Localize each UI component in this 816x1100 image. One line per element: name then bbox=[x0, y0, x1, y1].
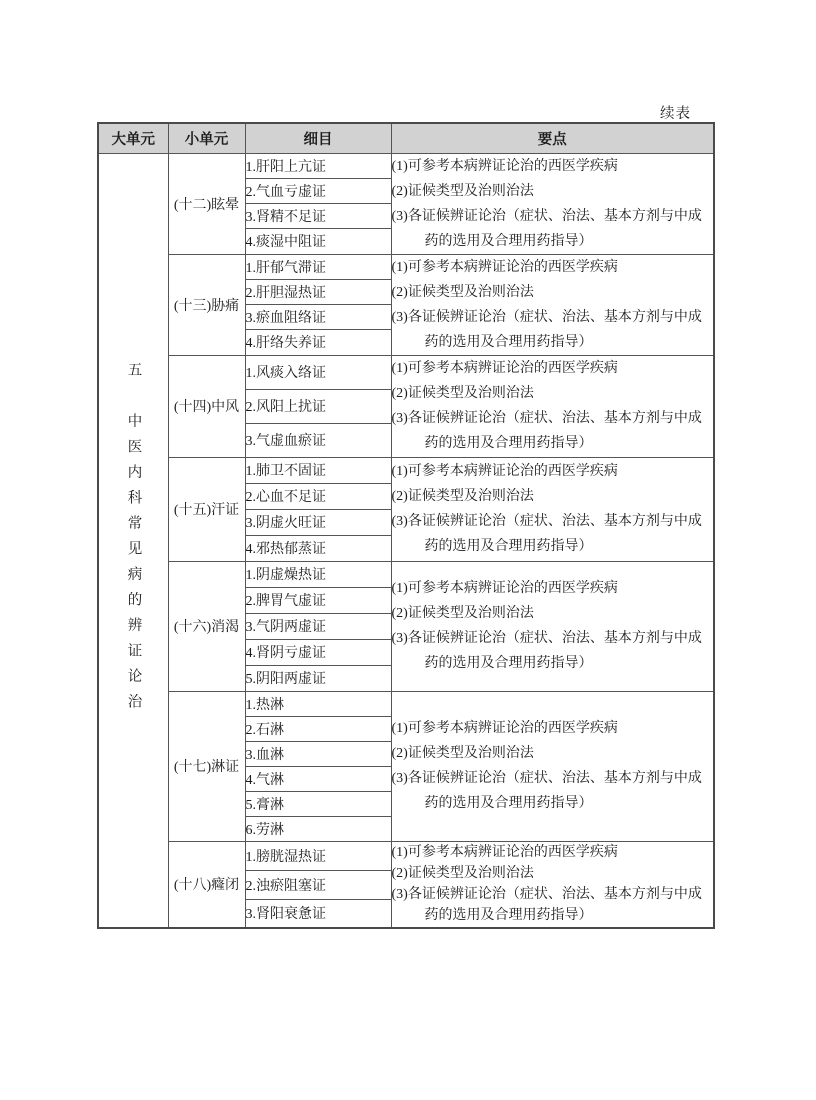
point-line: (3)各证候辨证论治（症状、治法、基本方剂与中成药的选用及合理用药指导） bbox=[391, 309, 702, 350]
continued-table-label: 续表 bbox=[660, 106, 691, 122]
detail-cell: 2.风阳上扰证 bbox=[245, 389, 391, 423]
header-cell-points: 要点 bbox=[391, 123, 714, 153]
detail-cell: 1.膀胱湿热证 bbox=[245, 841, 391, 870]
detail-cell: 1.风痰入络证 bbox=[245, 355, 391, 389]
point-line: (2)证候类型及治则治法 bbox=[391, 866, 534, 882]
point-line: (2)证候类型及治则治法 bbox=[391, 183, 534, 199]
points-cell bbox=[391, 153, 714, 254]
table-row bbox=[98, 841, 714, 870]
detail-cell: 2.浊瘀阻塞证 bbox=[245, 870, 391, 899]
point-line: (2)证候类型及治则治法 bbox=[391, 386, 534, 401]
minor-unit-cell: (十三)胁痛 bbox=[168, 254, 245, 355]
detail-cell: 3.肾精不足证 bbox=[245, 204, 391, 229]
point-line: (1)可参考本病辨证论治的西医学疾病 bbox=[391, 721, 618, 736]
detail-cell: 4.肾阴亏虚证 bbox=[245, 639, 391, 665]
minor-unit-cell: (十七)淋证 bbox=[168, 691, 245, 841]
minor-unit-cell: (十六)消渴 bbox=[168, 561, 245, 691]
point-line: (3)各证候辨证论治（症状、治法、基本方剂与中成药的选用及合理用药指导） bbox=[391, 631, 702, 671]
points-cell bbox=[391, 561, 714, 691]
point-line: (2)证候类型及治则治法 bbox=[391, 284, 534, 300]
points-cell bbox=[391, 254, 714, 355]
detail-cell: 4.肝络失养证 bbox=[245, 330, 391, 355]
detail-cell: 3.瘀血阻络证 bbox=[245, 305, 391, 330]
header-cell-minor-unit: 小单元 bbox=[168, 123, 245, 153]
detail-cell: 1.肝阳上亢证 bbox=[245, 153, 391, 178]
point-line: (1)可参考本病辨证论治的西医学疾病 bbox=[391, 845, 618, 861]
point-line: (1)可参考本病辨证论治的西医学疾病 bbox=[391, 361, 618, 376]
point-line: (3)各证候辨证论治（症状、治法、基本方剂与中成药的选用及合理用药指导） bbox=[391, 514, 702, 554]
detail-cell: 4.痰湿中阻证 bbox=[245, 229, 391, 254]
point-line: (1)可参考本病辨证论治的西医学疾病 bbox=[391, 464, 618, 479]
table-row bbox=[98, 153, 714, 178]
table-header-row bbox=[98, 123, 714, 153]
detail-cell: 1.肺卫不固证 bbox=[245, 457, 391, 483]
points-cell bbox=[391, 691, 714, 841]
table-row bbox=[98, 691, 714, 716]
detail-cell: 2.肝胆湿热证 bbox=[245, 279, 391, 304]
point-line: (3)各证候辨证论治（症状、治法、基本方剂与中成药的选用及合理用药指导） bbox=[391, 208, 702, 249]
detail-cell: 4.邪热郁蒸证 bbox=[245, 535, 391, 561]
detail-cell: 2.心血不足证 bbox=[245, 483, 391, 509]
point-line: (2)证候类型及治则治法 bbox=[391, 489, 534, 504]
minor-unit-cell: (十八)癃闭 bbox=[168, 841, 245, 928]
header-cell-detail: 细目 bbox=[245, 123, 391, 153]
detail-cell: 1.阴虚燥热证 bbox=[245, 561, 391, 587]
detail-cell: 3.血淋 bbox=[245, 741, 391, 766]
minor-unit-cell: (十四)中风 bbox=[168, 355, 245, 457]
detail-cell: 1.热淋 bbox=[245, 691, 391, 716]
major-unit-cell bbox=[98, 153, 168, 928]
point-line: (1)可参考本病辨证论治的西医学疾病 bbox=[391, 581, 618, 596]
minor-unit-cell: (十五)汗证 bbox=[168, 457, 245, 561]
detail-cell: 3.肾阳衰惫证 bbox=[245, 899, 391, 928]
detail-cell: 3.阴虚火旺证 bbox=[245, 509, 391, 535]
point-line: (3)各证候辨证论治（症状、治法、基本方剂与中成药的选用及合理用药指导） bbox=[391, 411, 702, 451]
point-line: (3)各证候辨证论治（症状、治法、基本方剂与中成药的选用及合理用药指导） bbox=[391, 771, 702, 811]
table-row bbox=[98, 457, 714, 483]
point-line: (2)证候类型及治则治法 bbox=[391, 606, 534, 621]
table-row bbox=[98, 355, 714, 389]
detail-cell: 1.肝郁气滞证 bbox=[245, 254, 391, 279]
minor-unit-cell: (十二)眩晕 bbox=[168, 153, 245, 254]
detail-cell: 4.气淋 bbox=[245, 766, 391, 791]
points-cell bbox=[391, 841, 714, 928]
detail-cell: 3.气虚血瘀证 bbox=[245, 423, 391, 457]
detail-cell: 6.劳淋 bbox=[245, 816, 391, 841]
point-line: (1)可参考本病辨证论治的西医学疾病 bbox=[391, 259, 618, 275]
point-line: (3)各证候辨证论治（症状、治法、基本方剂与中成药的选用及合理用药指导） bbox=[391, 887, 702, 924]
syllabus-table bbox=[97, 122, 715, 929]
detail-cell: 2.气血亏虚证 bbox=[245, 178, 391, 203]
table-row bbox=[98, 254, 714, 279]
point-line: (1)可参考本病辨证论治的西医学疾病 bbox=[391, 158, 618, 174]
detail-cell: 5.膏淋 bbox=[245, 791, 391, 816]
point-line: (2)证候类型及治则治法 bbox=[391, 746, 534, 761]
points-cell bbox=[391, 355, 714, 457]
detail-cell: 2.脾胃气虚证 bbox=[245, 587, 391, 613]
detail-cell: 2.石淋 bbox=[245, 716, 391, 741]
header-cell-major-unit: 大单元 bbox=[98, 123, 168, 153]
points-cell bbox=[391, 457, 714, 561]
detail-cell: 3.气阴两虚证 bbox=[245, 613, 391, 639]
table-row bbox=[98, 561, 714, 587]
detail-cell: 5.阴阳两虚证 bbox=[245, 665, 391, 691]
major-unit-vertical-text: 五 中医内科常见病的辨证论治 bbox=[125, 361, 142, 719]
